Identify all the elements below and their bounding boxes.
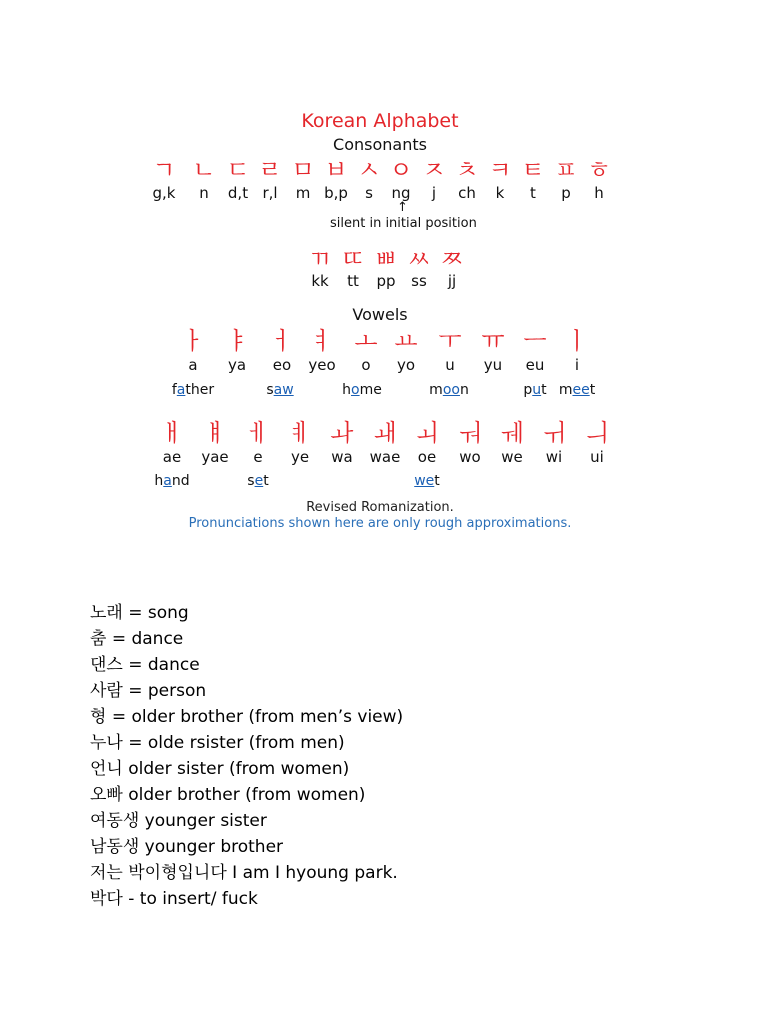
vowel-romanization: u <box>445 356 455 374</box>
example-word-highlight: ee <box>572 382 590 398</box>
example-word-suffix: me <box>359 382 382 398</box>
example-word-prefix: h <box>342 382 352 398</box>
example-word-suffix: nd <box>171 473 190 489</box>
consonant-letter: ㅁ <box>291 156 315 184</box>
consonant-letter: ㅎ <box>587 156 611 184</box>
compound-vowel-romanization: oe <box>417 448 437 466</box>
vowel-letter: ㅓ <box>270 327 294 355</box>
example-word-suffix: t <box>263 473 269 489</box>
consonant-letter: ㅂ <box>324 156 348 184</box>
vowel-letter: ㅑ <box>225 327 249 355</box>
vowel-letter: ㅏ <box>181 327 205 355</box>
compound-vowel-romanization: yae <box>201 448 229 466</box>
example-word <box>414 472 440 490</box>
consonant-letter: ㅌ <box>521 156 545 184</box>
consonant-romanization: g,k <box>152 184 176 202</box>
vocabulary-item: 언니 older sister (from women) <box>90 759 350 779</box>
example-word-suffix: t <box>589 382 596 398</box>
double-consonant-letter: ㅃ <box>374 245 398 273</box>
double-consonant-letter: ㄲ <box>308 245 332 273</box>
consonant-letter: ㄴ <box>192 156 216 184</box>
example-word <box>172 381 214 399</box>
consonant-letter: ㅇ <box>389 156 413 184</box>
example-word-highlight: o <box>351 382 360 398</box>
consonants-heading: Consonants <box>333 135 427 154</box>
double-consonant-romanization: tt <box>347 272 359 290</box>
consonant-romanization: r,l <box>262 184 278 202</box>
consonant-letter: ㅅ <box>357 156 381 184</box>
consonant-letter: ㅍ <box>554 156 578 184</box>
vowel-romanization: yo <box>396 356 416 374</box>
consonant-letter: ㅋ <box>488 156 512 184</box>
compound-vowel-romanization: wae <box>369 448 401 466</box>
vocabulary-item: 누나 = olde rsister (from men) <box>90 733 345 753</box>
vowel-letter: ㅕ <box>310 327 334 355</box>
consonant-romanization: m <box>295 184 311 202</box>
consonant-romanization: t <box>530 184 536 202</box>
consonant-romanization: n <box>199 184 209 202</box>
vocabulary-item: 춤 = dance <box>90 629 184 649</box>
romanization-note: Revised Romanization. <box>306 500 454 515</box>
vocabulary-item: 박다 - to insert/ fuck <box>90 889 258 909</box>
compound-vowel-romanization: wa <box>331 448 353 466</box>
example-word-prefix: m <box>429 382 443 398</box>
double-consonant-romanization: ss <box>411 272 427 290</box>
consonant-letter: ㅊ <box>455 156 479 184</box>
compound-vowel-letter: ㅢ <box>585 419 609 447</box>
example-word <box>523 381 546 399</box>
vocabulary-item: 사람 = person <box>90 681 207 701</box>
consonant-letter: ㄹ <box>258 156 282 184</box>
double-consonant-romanization: jj <box>447 272 457 290</box>
vowel-romanization: a <box>188 356 198 374</box>
silent-note: silent in initial position <box>330 216 477 231</box>
example-word-suffix: ther <box>185 382 215 398</box>
example-word <box>429 381 469 399</box>
example-word-highlight: a <box>176 382 186 398</box>
vocabulary-item: 형 = older brother (from men’s view) <box>90 707 404 727</box>
compound-vowel-letter: ㅒ <box>203 419 227 447</box>
compound-vowel-letter: ㅖ <box>288 419 312 447</box>
consonant-romanization: k <box>495 184 505 202</box>
approximation-note: Pronunciations shown here are only rough approximations. <box>188 516 572 531</box>
vowel-romanization: eu <box>525 356 545 374</box>
consonant-letter: ㄷ <box>226 156 250 184</box>
vocabulary-item: 저는 박이형입니다 I am I hyoung park. <box>90 863 398 883</box>
consonant-romanization: ch <box>458 184 476 202</box>
vowels-heading: Vowels <box>352 305 408 324</box>
korean-alphabet-chart <box>140 100 620 540</box>
vowel-letter: ㅛ <box>394 327 418 355</box>
compound-vowel-romanization: ye <box>290 448 310 466</box>
compound-vowel-letter: ㅞ <box>500 419 524 447</box>
compound-vowel-letter: ㅚ <box>415 419 439 447</box>
vocabulary-item: 댄스 = dance <box>90 655 200 675</box>
example-word-highlight: we <box>414 473 435 489</box>
compound-vowel-romanization: e <box>253 448 263 466</box>
consonant-letter: ㅈ <box>422 156 446 184</box>
example-word-suffix: n <box>459 382 469 398</box>
consonant-romanization: p <box>561 184 571 202</box>
example-word-suffix: t <box>541 382 547 398</box>
vowel-romanization: o <box>361 356 371 374</box>
example-word <box>154 472 189 490</box>
vowel-letter: ㅠ <box>481 327 505 355</box>
chart-title: Korean Alphabet <box>301 110 459 132</box>
consonant-romanization: ng <box>391 184 411 202</box>
example-word-prefix: f <box>171 382 177 398</box>
compound-vowel-letter: ㅟ <box>542 419 566 447</box>
vowel-letter: ㅜ <box>438 327 462 355</box>
vowel-romanization: ya <box>227 356 247 374</box>
vowel-letter: ㅣ <box>565 327 589 355</box>
double-consonant-letter: ㅆ <box>407 245 431 273</box>
example-word-suffix: t <box>434 473 440 489</box>
compound-vowel-romanization: wo <box>459 448 481 466</box>
consonant-letter: ㄱ <box>152 156 176 184</box>
compound-vowel-letter: ㅐ <box>160 419 184 447</box>
example-word <box>247 472 268 490</box>
example-word-prefix: m <box>558 382 573 398</box>
vocabulary-item: 오빠 older brother (from women) <box>90 785 366 805</box>
compound-vowel-letter: ㅙ <box>373 419 397 447</box>
consonant-romanization: j <box>431 184 437 202</box>
consonant-romanization: s <box>365 184 373 202</box>
double-consonant-romanization: pp <box>376 272 396 290</box>
example-word-prefix: s <box>247 473 255 489</box>
example-word-prefix: s <box>266 382 274 398</box>
example-word-highlight: e <box>254 473 264 489</box>
compound-vowel-letter: ㅔ <box>246 419 270 447</box>
example-word <box>559 381 595 399</box>
vocabulary-list <box>90 600 403 912</box>
vowel-romanization: eo <box>272 356 292 374</box>
vowel-letter: ㅗ <box>354 327 378 355</box>
vocabulary-item: 여동생 younger sister <box>90 811 267 831</box>
compound-vowel-romanization: we <box>501 448 523 466</box>
compound-vowel-romanization: ae <box>162 448 182 466</box>
compound-vowel-romanization: wi <box>545 448 563 466</box>
consonant-romanization: d,t <box>227 184 249 202</box>
compound-vowel-letter: ㅝ <box>458 419 482 447</box>
compound-vowel-romanization: ui <box>590 448 604 466</box>
vowel-letter: ㅡ <box>523 327 547 355</box>
example-word <box>266 381 293 399</box>
consonant-romanization: h <box>594 184 604 202</box>
vowel-romanization: yu <box>483 356 503 374</box>
example-word-highlight: u <box>532 382 542 398</box>
double-consonant-romanization: kk <box>311 272 329 290</box>
example-word-prefix: h <box>154 473 164 489</box>
example-word-prefix: p <box>523 382 533 398</box>
example-word-highlight: aw <box>273 382 294 398</box>
example-word-highlight: oo <box>442 382 460 398</box>
vowel-romanization: i <box>574 356 580 374</box>
consonant-romanization: b,p <box>324 184 348 202</box>
example-word-highlight: a <box>163 473 172 489</box>
arrow-up-icon: ↑ <box>397 200 408 215</box>
vocabulary-item: 노래 = song <box>90 603 189 623</box>
compound-vowel-letter: ㅘ <box>330 419 354 447</box>
double-consonant-letter: ㄸ <box>341 245 365 273</box>
example-word <box>342 381 382 399</box>
double-consonant-letter: ㅉ <box>440 245 464 273</box>
vowel-romanization: yeo <box>308 356 336 374</box>
vocabulary-item: 남동생 younger brother <box>90 837 284 857</box>
